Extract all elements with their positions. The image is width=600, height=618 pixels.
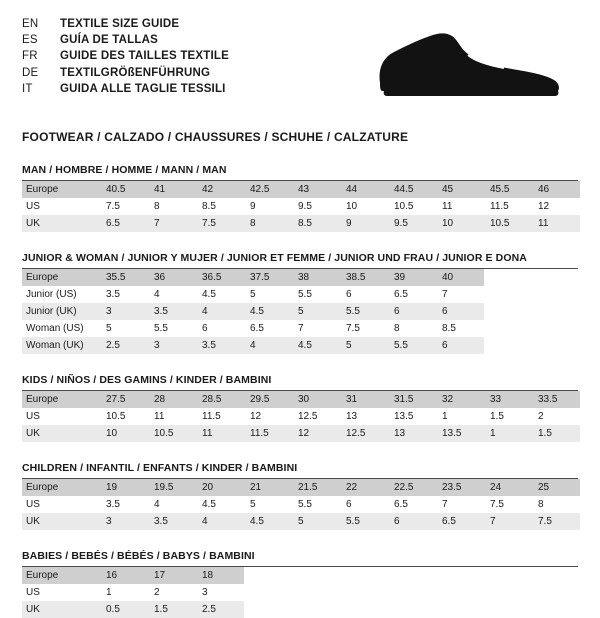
size-cell: 6 <box>436 303 484 320</box>
table-row <box>22 601 580 618</box>
size-cell <box>244 584 292 601</box>
size-cell: 30 <box>292 391 340 408</box>
size-cell: 33 <box>484 391 532 408</box>
size-cell: 4 <box>244 337 292 354</box>
table-row <box>22 391 580 408</box>
table-row <box>22 198 580 215</box>
size-cell <box>484 269 532 286</box>
language-code: FR <box>22 50 38 63</box>
size-cell: 4.5 <box>244 513 292 530</box>
size-tables <box>22 164 578 618</box>
size-cell: 5 <box>250 289 256 300</box>
size-cell: 38 <box>292 269 340 286</box>
size-cell: 1 <box>442 411 448 422</box>
size-cell: 24 <box>484 479 532 496</box>
size-cell: 46 <box>532 181 580 198</box>
size-cell: 5.5 <box>340 513 388 530</box>
size-cell: 9.5 <box>298 201 312 212</box>
size-cell: 40 <box>436 269 484 286</box>
size-cell: 40.5 <box>100 181 148 198</box>
language-row <box>22 32 229 48</box>
size-cell: 3 <box>100 303 148 320</box>
size-table <box>22 181 580 232</box>
row-label: US <box>26 201 40 212</box>
size-cell <box>532 303 580 320</box>
size-cell <box>244 601 292 618</box>
size-cell: 27.5 <box>100 391 148 408</box>
size-cell: 8 <box>394 323 400 334</box>
row-label: Europe <box>22 479 100 496</box>
size-cell: 5.5 <box>298 289 312 300</box>
size-cell: 11 <box>532 215 580 232</box>
size-cell: 22 <box>340 479 388 496</box>
size-cell: 11.5 <box>490 201 509 212</box>
size-table <box>22 567 580 618</box>
size-cell: 6.5 <box>394 289 408 300</box>
size-cell: 10 <box>346 201 358 212</box>
size-block-title: BABIES / BEBÉS / BÉBÉS / BABYS / BAMBINI <box>22 550 578 567</box>
size-cell: 12.5 <box>340 425 388 442</box>
size-cell: 4 <box>196 513 244 530</box>
dress-shoe-icon <box>372 28 562 100</box>
size-cell: 8 <box>154 201 160 212</box>
size-cell: 12.5 <box>298 411 318 422</box>
size-cell: 8.5 <box>202 201 216 212</box>
size-cell: 19 <box>100 479 148 496</box>
size-cell: 31.5 <box>388 391 436 408</box>
size-cell: 36.5 <box>196 269 244 286</box>
size-cell: 4.5 <box>202 289 216 300</box>
size-cell: 37.5 <box>244 269 292 286</box>
size-cell: 43 <box>292 181 340 198</box>
size-cell: 11 <box>196 425 244 442</box>
size-cell: 6 <box>346 499 352 510</box>
row-label: UK <box>22 425 100 442</box>
size-cell: 4.5 <box>202 499 216 510</box>
size-cell <box>532 601 580 618</box>
size-cell: 5 <box>106 323 112 334</box>
language-row <box>22 48 229 64</box>
size-cell: 8 <box>538 499 544 510</box>
size-cell: 8 <box>244 215 292 232</box>
size-block <box>22 164 578 232</box>
size-cell: 5 <box>250 499 256 510</box>
language-row <box>22 16 229 32</box>
size-cell: 11 <box>442 201 453 212</box>
size-cell: 5 <box>340 337 388 354</box>
size-cell: 35.5 <box>100 269 148 286</box>
size-cell: 4 <box>154 289 160 300</box>
size-cell: 44.5 <box>388 181 436 198</box>
size-cell <box>532 286 580 303</box>
size-cell: 13 <box>346 411 358 422</box>
size-cell: 9 <box>340 215 388 232</box>
table-row <box>22 337 580 354</box>
size-cell: 0.5 <box>100 601 148 618</box>
language-guide-title: GUIDE DES TAILLES TEXTILE <box>60 50 229 63</box>
size-cell: 19.5 <box>148 479 196 496</box>
page-header <box>22 16 578 108</box>
row-label: UK <box>22 513 100 530</box>
size-cell: 5.5 <box>298 499 312 510</box>
table-row <box>22 181 580 198</box>
size-cell <box>532 567 580 584</box>
size-cell <box>532 320 580 337</box>
size-cell: 42 <box>196 181 244 198</box>
size-cell: 21.5 <box>292 479 340 496</box>
row-label: Europe <box>22 269 100 286</box>
size-cell: 3.5 <box>148 513 196 530</box>
size-cell: 11 <box>154 411 165 422</box>
size-cell: 5.5 <box>154 323 168 334</box>
row-label: Europe <box>22 567 100 584</box>
table-row <box>22 425 580 442</box>
size-cell: 11.5 <box>202 411 221 422</box>
size-cell: 28.5 <box>196 391 244 408</box>
size-cell: 38.5 <box>340 269 388 286</box>
size-cell: 6.5 <box>436 513 484 530</box>
size-cell <box>436 567 484 584</box>
size-cell <box>532 584 580 601</box>
size-cell <box>484 303 532 320</box>
size-block-title: JUNIOR & WOMAN / JUNIOR Y MUJER / JUNIOR ET FEMME / JUNIOR UND FRAU / JUNIOR E DONA <box>22 252 578 269</box>
size-cell: 5.5 <box>340 303 388 320</box>
size-cell: 2.5 <box>100 337 148 354</box>
size-table <box>22 391 580 442</box>
size-cell: 28 <box>148 391 196 408</box>
size-cell: 5 <box>292 303 340 320</box>
size-cell: 31 <box>340 391 388 408</box>
size-cell <box>484 320 532 337</box>
size-cell: 13.5 <box>436 425 484 442</box>
row-label: UK <box>22 215 100 232</box>
size-cell <box>484 337 532 354</box>
language-code: IT <box>22 82 33 95</box>
size-cell: 10.5 <box>394 201 414 212</box>
size-cell: 13 <box>388 425 436 442</box>
table-row <box>22 496 580 513</box>
size-cell: 7.5 <box>532 513 580 530</box>
size-cell: 16 <box>100 567 148 584</box>
size-cell: 42.5 <box>244 181 292 198</box>
row-label: UK <box>22 601 100 618</box>
row-label: Europe <box>22 181 100 198</box>
row-label: Europe <box>22 391 100 408</box>
size-cell: 12 <box>250 411 262 422</box>
size-cell: 6 <box>388 303 436 320</box>
table-row <box>22 513 580 530</box>
size-block <box>22 374 578 442</box>
language-guide-title: GUÍA DE TALLAS <box>60 34 158 47</box>
table-row <box>22 303 580 320</box>
size-cell <box>340 601 388 618</box>
size-cell: 17 <box>148 567 196 584</box>
size-cell: 3 <box>202 587 208 598</box>
size-block <box>22 252 578 354</box>
size-cell: 45.5 <box>484 181 532 198</box>
size-cell: 7.5 <box>106 201 120 212</box>
language-row <box>22 81 229 97</box>
size-cell: 12 <box>292 425 340 442</box>
size-cell: 9 <box>250 201 256 212</box>
size-cell: 10.5 <box>148 425 196 442</box>
size-cell: 7 <box>442 289 448 300</box>
size-cell: 8.5 <box>442 323 456 334</box>
size-cell: 33.5 <box>532 391 580 408</box>
language-guide-title: TEXTILE SIZE GUIDE <box>60 18 180 30</box>
size-cell <box>484 286 532 303</box>
size-cell <box>388 584 436 601</box>
size-cell: 4 <box>196 303 244 320</box>
size-cell <box>436 584 484 601</box>
size-block <box>22 462 578 530</box>
size-cell: 23.5 <box>436 479 484 496</box>
table-row <box>22 269 580 286</box>
language-code: ES <box>22 34 38 47</box>
language-guide-title: TEXTILGRÖßENFÜHRUNG <box>60 66 211 79</box>
size-cell: 29.5 <box>244 391 292 408</box>
size-cell: 2 <box>538 411 544 422</box>
table-row <box>22 479 580 496</box>
size-cell <box>340 567 388 584</box>
size-cell: 32 <box>436 391 484 408</box>
size-cell <box>532 337 580 354</box>
size-cell: 7 <box>484 513 532 530</box>
size-cell: 1.5 <box>148 601 196 618</box>
size-cell: 36 <box>148 269 196 286</box>
language-row <box>22 65 229 81</box>
size-cell <box>292 584 340 601</box>
table-row <box>22 320 580 337</box>
size-cell: 45 <box>436 181 484 198</box>
size-cell: 7 <box>298 323 304 334</box>
size-cell: 2.5 <box>196 601 244 618</box>
size-cell: 25 <box>532 479 580 496</box>
size-cell: 1 <box>484 425 532 442</box>
row-label: US <box>26 587 40 598</box>
size-cell: 6 <box>202 323 208 334</box>
size-cell: 6 <box>436 337 484 354</box>
language-code: DE <box>22 66 39 79</box>
size-cell: 6.5 <box>100 215 148 232</box>
row-label: Junior (UK) <box>22 303 100 320</box>
language-title-list <box>22 16 229 97</box>
table-row <box>22 286 580 303</box>
table-row <box>22 567 580 584</box>
size-cell <box>388 601 436 618</box>
size-cell: 3 <box>148 337 196 354</box>
language-code: EN <box>22 18 39 30</box>
size-cell: 13.5 <box>394 411 414 422</box>
size-cell: 10 <box>436 215 484 232</box>
row-label: US <box>26 499 40 510</box>
size-cell: 6.5 <box>250 323 264 334</box>
size-cell: 44 <box>340 181 388 198</box>
size-cell <box>244 567 292 584</box>
size-cell: 5.5 <box>388 337 436 354</box>
table-row <box>22 215 580 232</box>
size-cell: 3.5 <box>148 303 196 320</box>
size-cell: 41 <box>148 181 196 198</box>
size-cell: 39 <box>388 269 436 286</box>
size-cell: 1.5 <box>490 411 504 422</box>
size-cell: 11.5 <box>244 425 292 442</box>
size-table <box>22 269 580 354</box>
size-cell <box>388 567 436 584</box>
size-cell: 7.5 <box>196 215 244 232</box>
size-cell: 4.5 <box>244 303 292 320</box>
language-guide-title: GUIDA ALLE TAGLIE TESSILI <box>60 82 226 95</box>
size-cell: 6 <box>346 289 352 300</box>
size-cell: 7.5 <box>346 323 360 334</box>
size-cell: 4.5 <box>292 337 340 354</box>
size-cell: 21 <box>244 479 292 496</box>
size-cell <box>292 601 340 618</box>
size-cell: 5 <box>292 513 340 530</box>
size-cell: 20 <box>196 479 244 496</box>
size-block-title: CHILDREN / INFANTIL / ENFANTS / KINDER / BAMBINI <box>22 462 578 479</box>
size-cell: 4 <box>154 499 160 510</box>
table-row <box>22 584 580 601</box>
size-cell: 22.5 <box>388 479 436 496</box>
size-cell: 10.5 <box>106 411 126 422</box>
row-label: Woman (UK) <box>22 337 100 354</box>
size-cell: 7 <box>442 499 448 510</box>
size-block-title: MAN / HOMBRE / HOMME / MANN / MAN <box>22 164 578 181</box>
size-cell <box>436 601 484 618</box>
size-cell: 12 <box>538 201 550 212</box>
size-cell: 1.5 <box>532 425 580 442</box>
size-cell: 7.5 <box>490 499 504 510</box>
size-cell: 10 <box>100 425 148 442</box>
row-label: US <box>26 411 40 422</box>
table-row <box>22 408 580 425</box>
size-cell: 3.5 <box>196 337 244 354</box>
size-cell: 7 <box>148 215 196 232</box>
size-cell: 9.5 <box>388 215 436 232</box>
size-cell: 10.5 <box>484 215 532 232</box>
size-cell <box>484 567 532 584</box>
size-cell: 1 <box>106 587 112 598</box>
size-cell: 18 <box>196 567 244 584</box>
size-cell: 6 <box>388 513 436 530</box>
size-cell <box>292 567 340 584</box>
size-cell: 3.5 <box>106 499 120 510</box>
size-cell: 2 <box>154 587 160 598</box>
size-cell <box>484 584 532 601</box>
size-block-title: KIDS / NIÑOS / DES GAMINS / KINDER / BAMBINI <box>22 374 578 391</box>
size-cell: 8.5 <box>292 215 340 232</box>
row-label: Woman (US) <box>26 323 84 334</box>
size-cell: 6.5 <box>394 499 408 510</box>
size-table <box>22 479 580 530</box>
size-cell: 3 <box>100 513 148 530</box>
row-label: Junior (US) <box>26 289 77 300</box>
size-cell <box>532 269 580 286</box>
size-cell <box>340 584 388 601</box>
size-cell: 3.5 <box>106 289 120 300</box>
category-title: FOOTWEAR / CALZADO / CHAUSSURES / SCHUHE / CALZATURE <box>22 130 409 144</box>
size-block <box>22 550 578 618</box>
size-cell <box>484 601 532 618</box>
